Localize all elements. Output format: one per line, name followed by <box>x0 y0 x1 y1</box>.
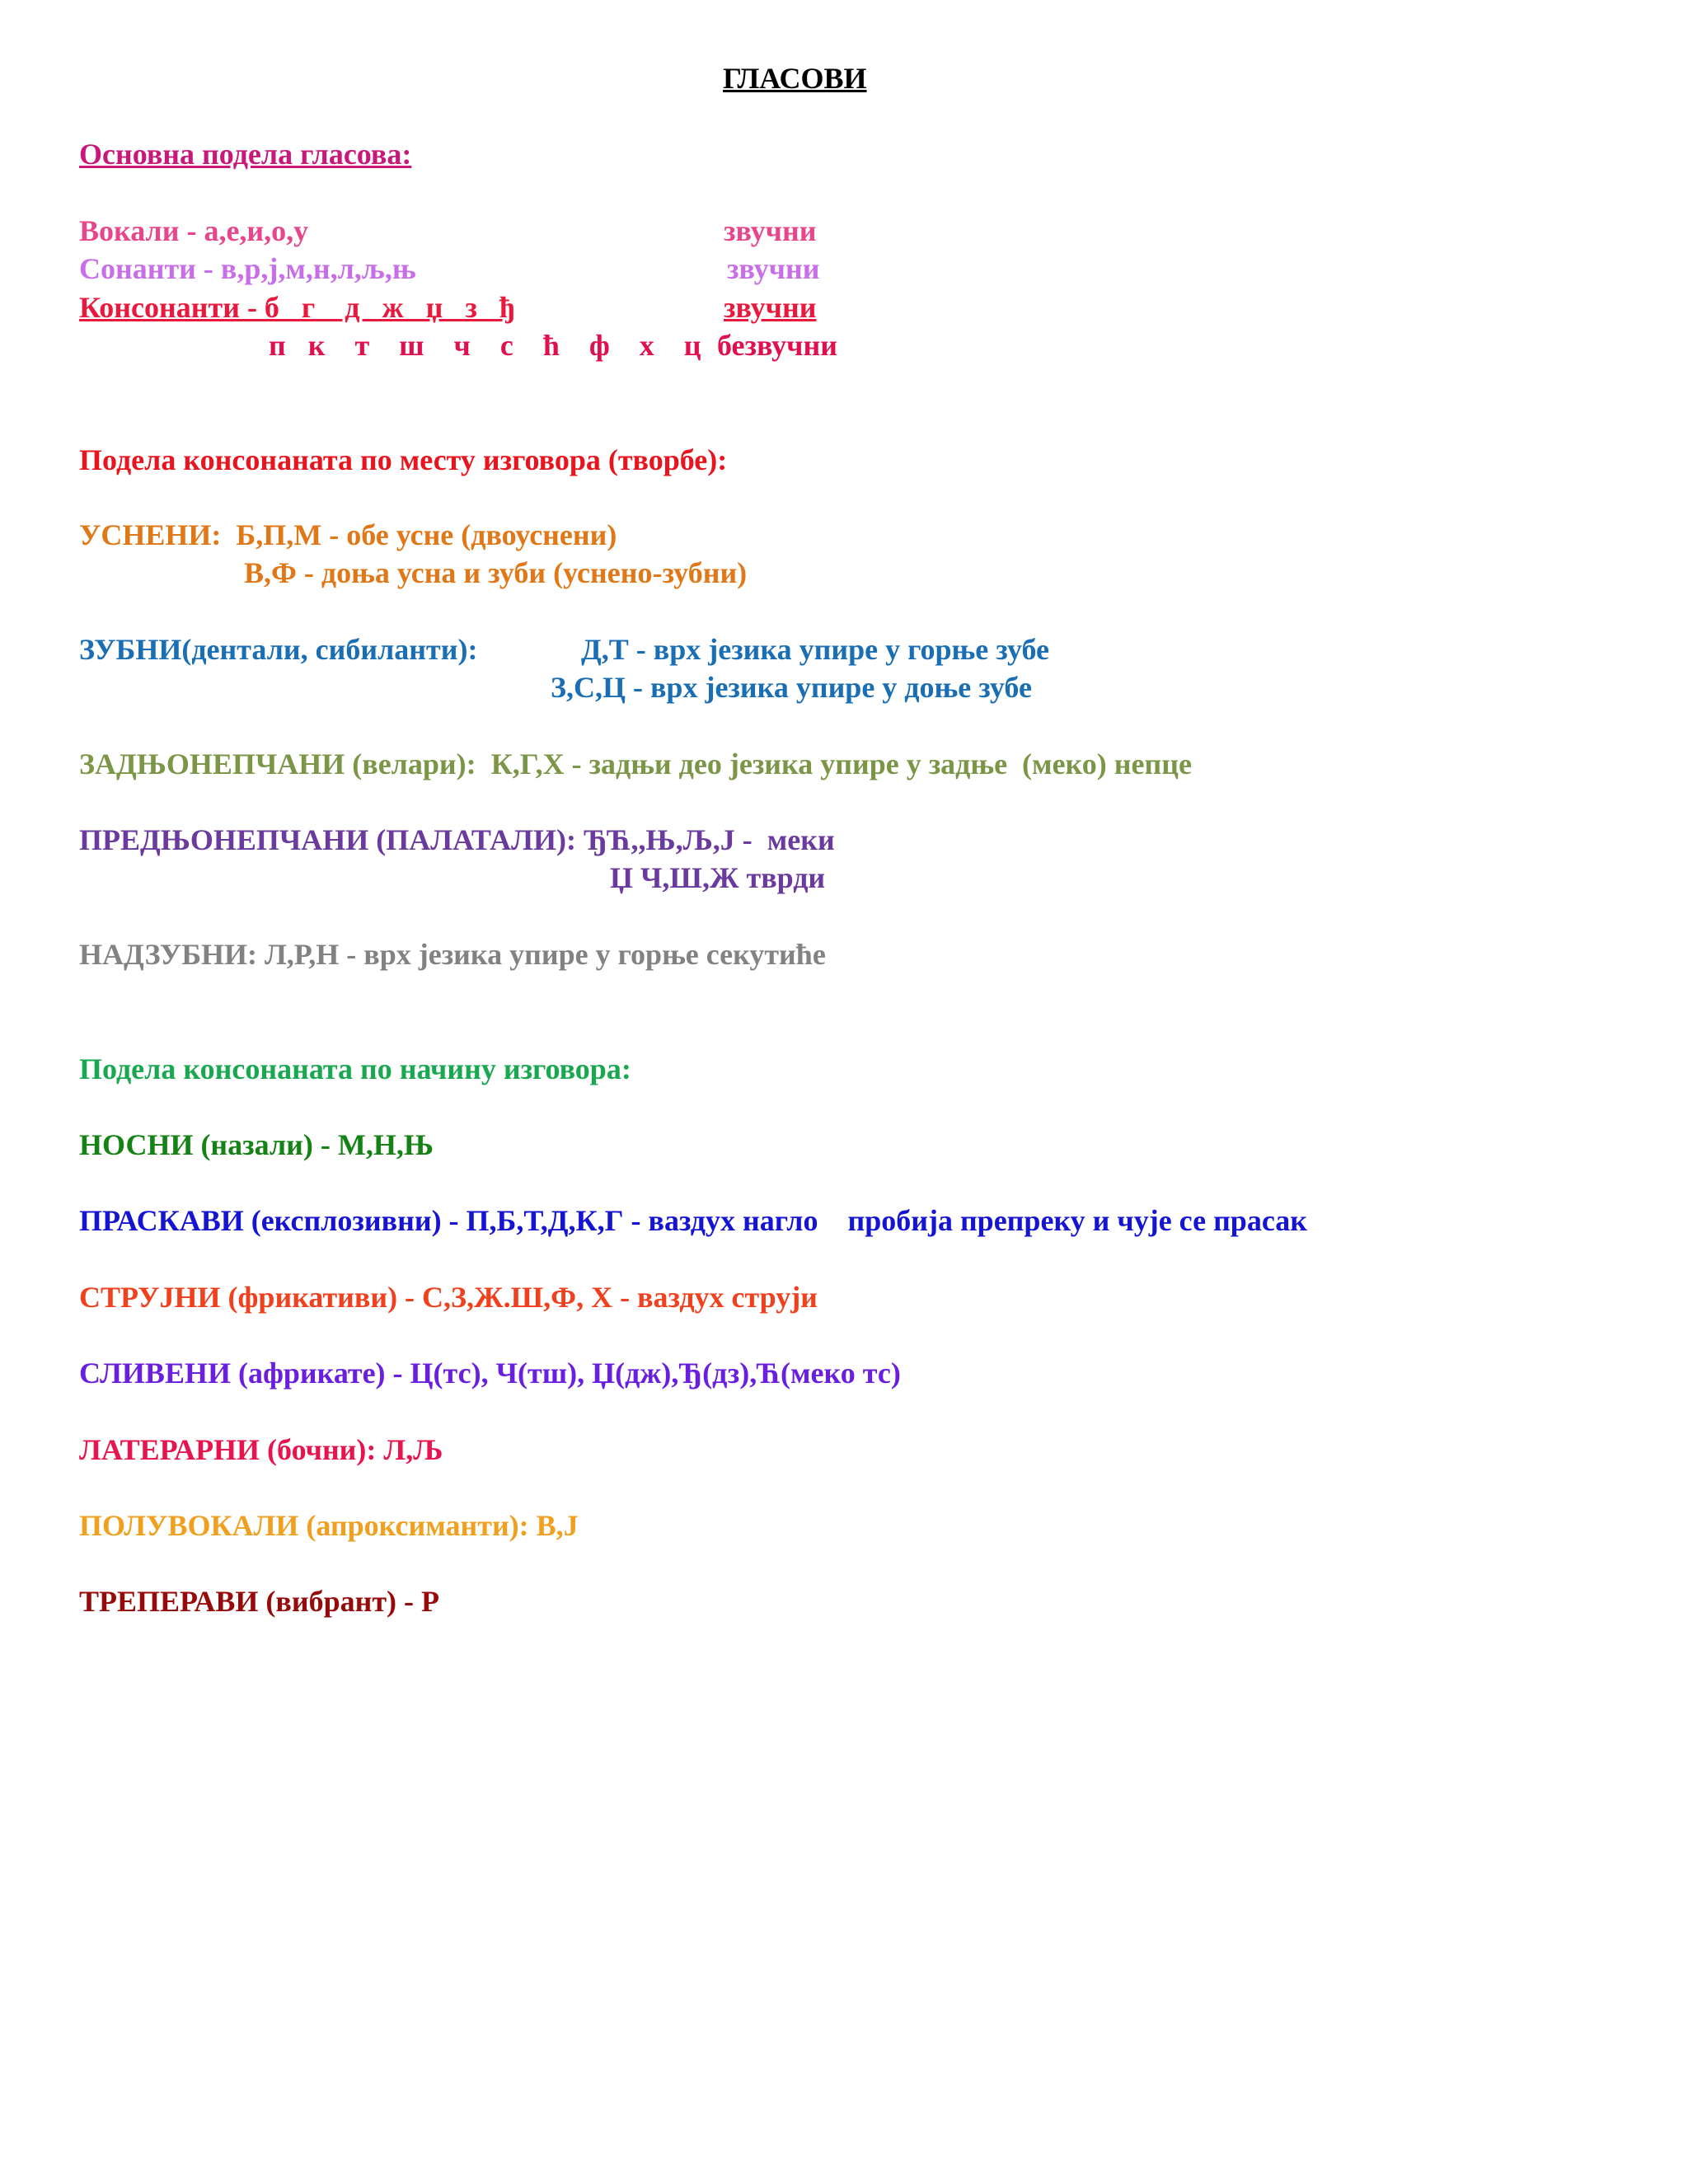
dental-label: ЗУБНИ(дентали, сибиланти): <box>79 633 478 666</box>
semivowel-line: ПОЛУВОКАЛИ (апроксиманти): В,Ј <box>79 1509 579 1542</box>
dental-line-1: Д,Т - врх језика упире у горње зубе <box>581 633 1049 666</box>
voiceless-type: безвучни <box>717 329 837 362</box>
consonants-type: звучни <box>724 291 817 324</box>
vowels-label: Вокали - а,е,и,о,у <box>79 214 309 247</box>
vowels-type: звучни <box>724 214 817 247</box>
basic-division-heading: Основна подела гласова: <box>79 138 412 171</box>
labial-line-1: УСНЕНИ: Б,П,М - обе усне (двоуснени) <box>79 518 617 551</box>
alveolar-line: НАДЗУБНИ: Л,Р,Н - врх језика упире у горње секутиће <box>79 938 826 971</box>
trill-line: ТРЕПЕРАВИ (вибрант) - Р <box>79 1585 440 1618</box>
voiceless-letters: п к т ш ч с ћ ф х ц <box>269 329 701 362</box>
velar-line: ЗАДЊОНЕПЧАНИ (велари): К,Г,Х - задњи део језика упире у задње (меко) непце <box>79 748 1192 780</box>
consonants-label: Консонанти - б г д ж џ з ђ <box>79 291 516 324</box>
sonants-type: звучни <box>727 252 820 285</box>
place-division-heading: Подела консонаната по месту изговора (творбе): <box>79 443 728 476</box>
affricate-line: СЛИВЕНИ (африкате) - Ц(тс), Ч(тш), Џ(дж),Ђ(дз),Ћ(меко тс) <box>79 1357 901 1390</box>
dental-line-2: З,С,Ц - врх језика упире у доње зубе <box>551 671 1032 704</box>
page-title: ГЛАСОВИ <box>723 62 867 95</box>
nasal-line: НОСНИ (назали) - М,Н,Њ <box>79 1128 434 1161</box>
labial-line-2: В,Ф - доња усна и зуби (уснено-зубни) <box>244 556 748 589</box>
manner-division-heading: Подела консонаната по начину изговора: <box>79 1052 631 1085</box>
fricative-line: СТРУЈНИ (фрикативи) - С,З,Ж.Ш,Ф, Х - ваздух струји <box>79 1281 818 1314</box>
lateral-line: ЛАТЕРАРНИ (бочни): Л,Љ <box>79 1433 443 1466</box>
plosive-line: ПРАСКАВИ (експлозивни) - П,Б,Т,Д,К,Г - ваздух нагло пробија препреку и чује се прасак <box>79 1204 1307 1237</box>
sonants-label: Сонанти - в,р,ј,м,н,л,љ,њ <box>79 252 416 285</box>
palatal-line-1: ПРЕДЊОНЕПЧАНИ (ПАЛАТАЛИ): ЂЋ,,Њ,Љ,Ј - меки <box>79 823 835 856</box>
palatal-line-2: Џ Ч,Ш,Ж тврди <box>610 861 826 894</box>
